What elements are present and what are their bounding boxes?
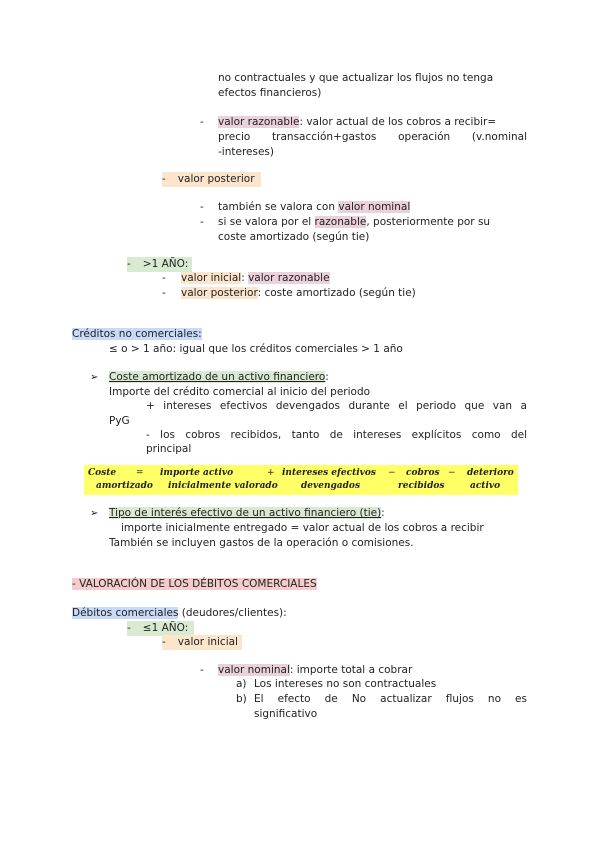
highlighted-title: - VALORACIÓN DE LOS DÉBITOS COMERCIALES [72,578,317,590]
paragraph-line: - los cobros recibidos, tanto de intereses explícitos como del [146,429,527,441]
formula-term: devengados [301,481,361,491]
highlighted-term: valor posterior [181,287,258,299]
formula-term: deterioro [467,468,514,478]
highlighted-term: valor inicial [181,272,242,284]
highlighted-title: Tipo de interés efectivo de un activo financiero (tie) [109,507,382,519]
list-item [218,215,490,230]
paragraph-line: -intereses) [218,146,274,158]
highlighted-title: Débitos comerciales [72,607,179,619]
list-item: El efecto de No actualizar flujos no es [254,693,527,705]
item-text: , posteriormente por su [366,216,491,228]
formula-operator: + [267,468,275,478]
highlighted-term: valor razonable [248,272,330,284]
highlighted-term: valor razonable [218,116,300,128]
list-item [218,200,410,215]
formula-term: amortizado [96,481,153,491]
heading-label: valor posterior [177,173,255,185]
subheading-colon: : [381,507,385,519]
paragraph-line: ≤ o > 1 año: igual que los créditos comerciales > 1 año [109,343,403,355]
list-heading [127,621,194,636]
list-heading [162,172,261,187]
list-dash: - [127,622,131,634]
list-heading [162,635,242,650]
section-subtitle [72,606,287,621]
list-dash: - [162,287,166,299]
list-dash: - [162,173,166,185]
paragraph-line: principal [146,443,192,455]
formula-term: activo [470,481,501,491]
list-dash: - [200,201,204,213]
paragraph-line: + intereses efectivos devengados durante el periodo que van a [146,400,527,412]
formula-operator: = [136,468,144,478]
formula-term: recibidos [398,481,445,491]
item-text: : coste amortizado (según tie) [257,287,416,299]
formula-term: inicialmente valorado [168,481,278,491]
item-text: también se valora con [218,201,339,213]
formula-operator: − [448,468,456,478]
subheading [109,506,385,521]
highlighted-term: valor nominal [338,201,411,213]
list-item [181,286,416,301]
highlighted-term: valor nominal [218,664,290,676]
paragraph-line: coste amortizado (según tie) [218,231,370,243]
item-text: : valor actual de los cobros a recibir= [299,116,497,128]
arrow-bullet-icon: ➢ [90,372,99,383]
list-dash: - [200,116,204,128]
highlighted-term: razonable [314,216,367,228]
paragraph-line: precio transacción+gastos operación (v.nominal [218,131,527,143]
arrow-bullet-icon: ➢ [90,508,99,519]
list-item: Los intereses no son contractuales [254,678,437,690]
paragraph-line: También se incluyen gastos de la operación o comisiones. [109,537,414,549]
list-heading [127,257,192,272]
paragraph-line: no contractuales y que actualizar los flujos no tenga [218,72,494,84]
paragraph-line: efectos financieros) [218,87,322,99]
formula-term: intereses efectivos [282,468,376,478]
paragraph-line: importe inicialmente entregado = valor actual de los cobros a recibir [121,522,484,534]
section-title [72,577,317,592]
formula-term: cobros [406,468,440,478]
list-item [218,115,496,130]
subheading-colon: : [325,371,329,383]
list-marker: b) [236,693,247,705]
list-dash: - [162,272,166,284]
highlighted-title: Coste amortizado de un activo financiero [109,371,326,383]
formula-operator: − [388,468,396,478]
paragraph-line: PyG [109,415,130,427]
list-dash: - [200,216,204,228]
highlighted-title: Créditos no comerciales: [72,328,202,340]
list-dash: - [127,258,131,270]
paragraph-line: significativo [254,708,318,720]
list-item [218,663,412,678]
list-marker: a) [236,678,247,690]
formula-term: importe activo [160,468,234,478]
item-text: si se valora por el [218,216,315,228]
heading-label: valor inicial [177,636,238,648]
subheading [109,370,329,385]
list-dash: - [200,664,204,676]
formula-term: Coste [88,468,117,478]
item-text: : importe total a cobrar [289,664,413,676]
item-text: : [241,272,249,284]
section-subtitle [72,327,202,342]
list-dash: - [162,636,166,648]
subtitle-text: (deudores/clientes): [178,607,287,619]
heading-label: >1 AÑO: [142,258,189,270]
list-item [181,271,330,286]
paragraph-line: Importe del crédito comercial al inicio del periodo [109,386,371,398]
heading-label: ≤1 AÑO: [142,622,189,634]
